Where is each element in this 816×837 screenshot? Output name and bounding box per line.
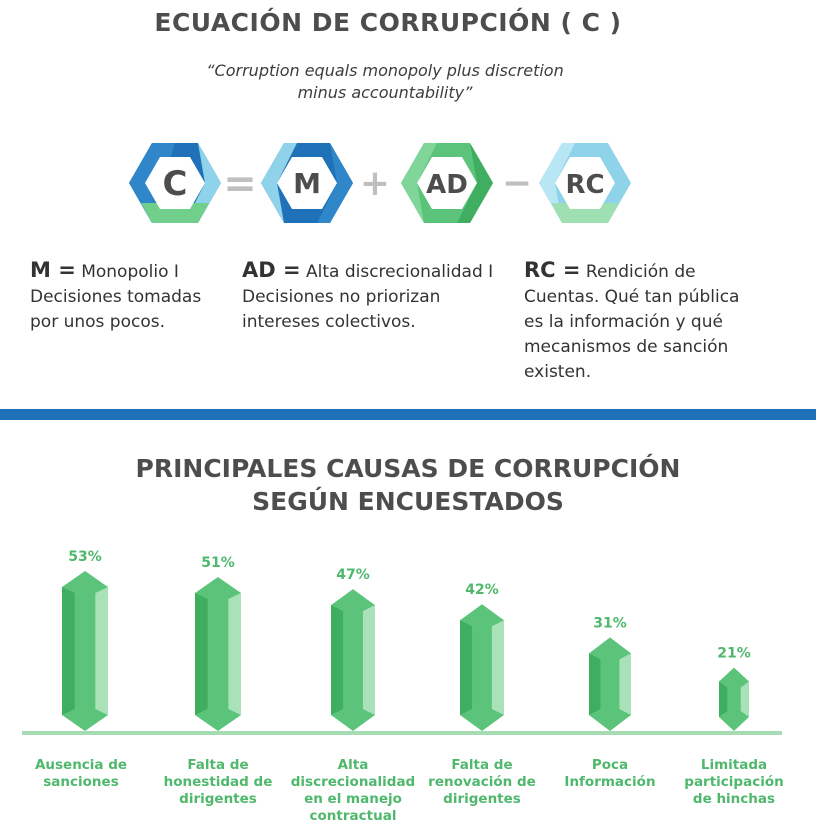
definition-rc-text: Rendición de Cuentas. Qué tan pública es la información y qué mecanismos de sanción existen. [524, 262, 740, 382]
quote-line-2: minus accountability” [297, 83, 473, 102]
causes-title-line-2: SEGÚN ENCUESTADOS [252, 487, 564, 516]
value-label-4: 42% [465, 582, 499, 599]
definitions [30, 258, 800, 398]
definition-m-text: Monopolio I Decisiones tomadas por unos pocos. [30, 262, 202, 332]
category-label-1-line-2: sanciones [43, 774, 119, 790]
bar-2-facet-light [228, 593, 241, 715]
operator-plus: + [359, 163, 391, 204]
bar-4-facet-light [492, 620, 504, 715]
category-label-5-line-2: Información [564, 774, 656, 790]
bar-3-facet-light [363, 605, 375, 715]
category-label-6-line-2: participación [684, 774, 784, 790]
causes-title [0, 452, 816, 518]
bar-1-facet-light [95, 587, 108, 715]
bar-6-facet-dark [719, 682, 727, 718]
category-label-2-line-3: dirigentes [179, 791, 257, 807]
definition-m-key: M = [30, 258, 76, 282]
category-label-3-line-2: discrecionalidad [290, 774, 416, 790]
category-label-4-line-2: renovación de [428, 774, 536, 790]
category-label-1-line-1: Ausencia de [34, 757, 128, 773]
definition-rc-key: RC = [524, 258, 581, 282]
hex-rc [539, 143, 631, 223]
category-label-3-line-1: Alta [337, 757, 369, 773]
causes-chart [0, 549, 816, 837]
operator-equals: = [223, 161, 257, 207]
term-rc: RC [565, 170, 605, 200]
definition-ad-key: AD = [242, 258, 301, 282]
quote [0, 60, 770, 104]
bar-5-facet-light [619, 653, 631, 715]
value-label-2: 51% [201, 555, 235, 572]
category-label-2-line-1: Falta de [187, 757, 249, 773]
value-label-6: 21% [717, 645, 751, 662]
bar-5-facet-dark [589, 653, 601, 715]
corruption-equation [125, 135, 645, 231]
bar-3-facet-dark [331, 605, 343, 715]
category-label-3-line-3: en el manejo [304, 791, 402, 807]
category-label-4-line-1: Falta de [451, 757, 513, 773]
term-c: C [162, 164, 188, 204]
bar-1-facet-dark [62, 587, 75, 715]
bar-6-facet-light [741, 682, 749, 718]
definition-m [30, 258, 220, 335]
definition-ad [242, 258, 502, 335]
definition-ad-text: Alta discrecionalidad I Decisiones no priorizan intereses colectivos. [242, 262, 494, 332]
category-label-3-line-4: contractual [309, 808, 397, 824]
value-label-1: 53% [68, 549, 102, 565]
term-ad: AD [426, 170, 468, 200]
bar-2-facet-dark [195, 593, 208, 715]
category-label-6-line-3: de hinchas [692, 791, 776, 807]
quote-line-1: “Corruption equals monopoly plus discretion [206, 61, 564, 80]
category-label-5-line-1: Poca [591, 757, 629, 773]
value-label-3: 47% [336, 567, 370, 584]
category-label-2-line-2: honestidad de [163, 774, 273, 790]
hex-m [261, 143, 353, 223]
operator-minus: − [501, 163, 533, 204]
category-label-4-line-3: dirigentes [443, 791, 521, 807]
hex-ad [401, 143, 493, 223]
category-label-6-line-1: Limitada [700, 757, 768, 773]
bar-4-facet-dark [460, 620, 472, 715]
definition-rc [524, 258, 764, 385]
chart-baseline [22, 731, 782, 735]
equation-title: ECUACIÓN DE CORRUPCIÓN ( C ) [154, 8, 622, 37]
hex-c [129, 143, 221, 223]
section-divider [0, 409, 816, 420]
term-m: M [293, 167, 321, 200]
value-label-5: 31% [593, 615, 627, 632]
causes-title-line-1: PRINCIPALES CAUSAS DE CORRUPCIÓN [135, 454, 681, 483]
